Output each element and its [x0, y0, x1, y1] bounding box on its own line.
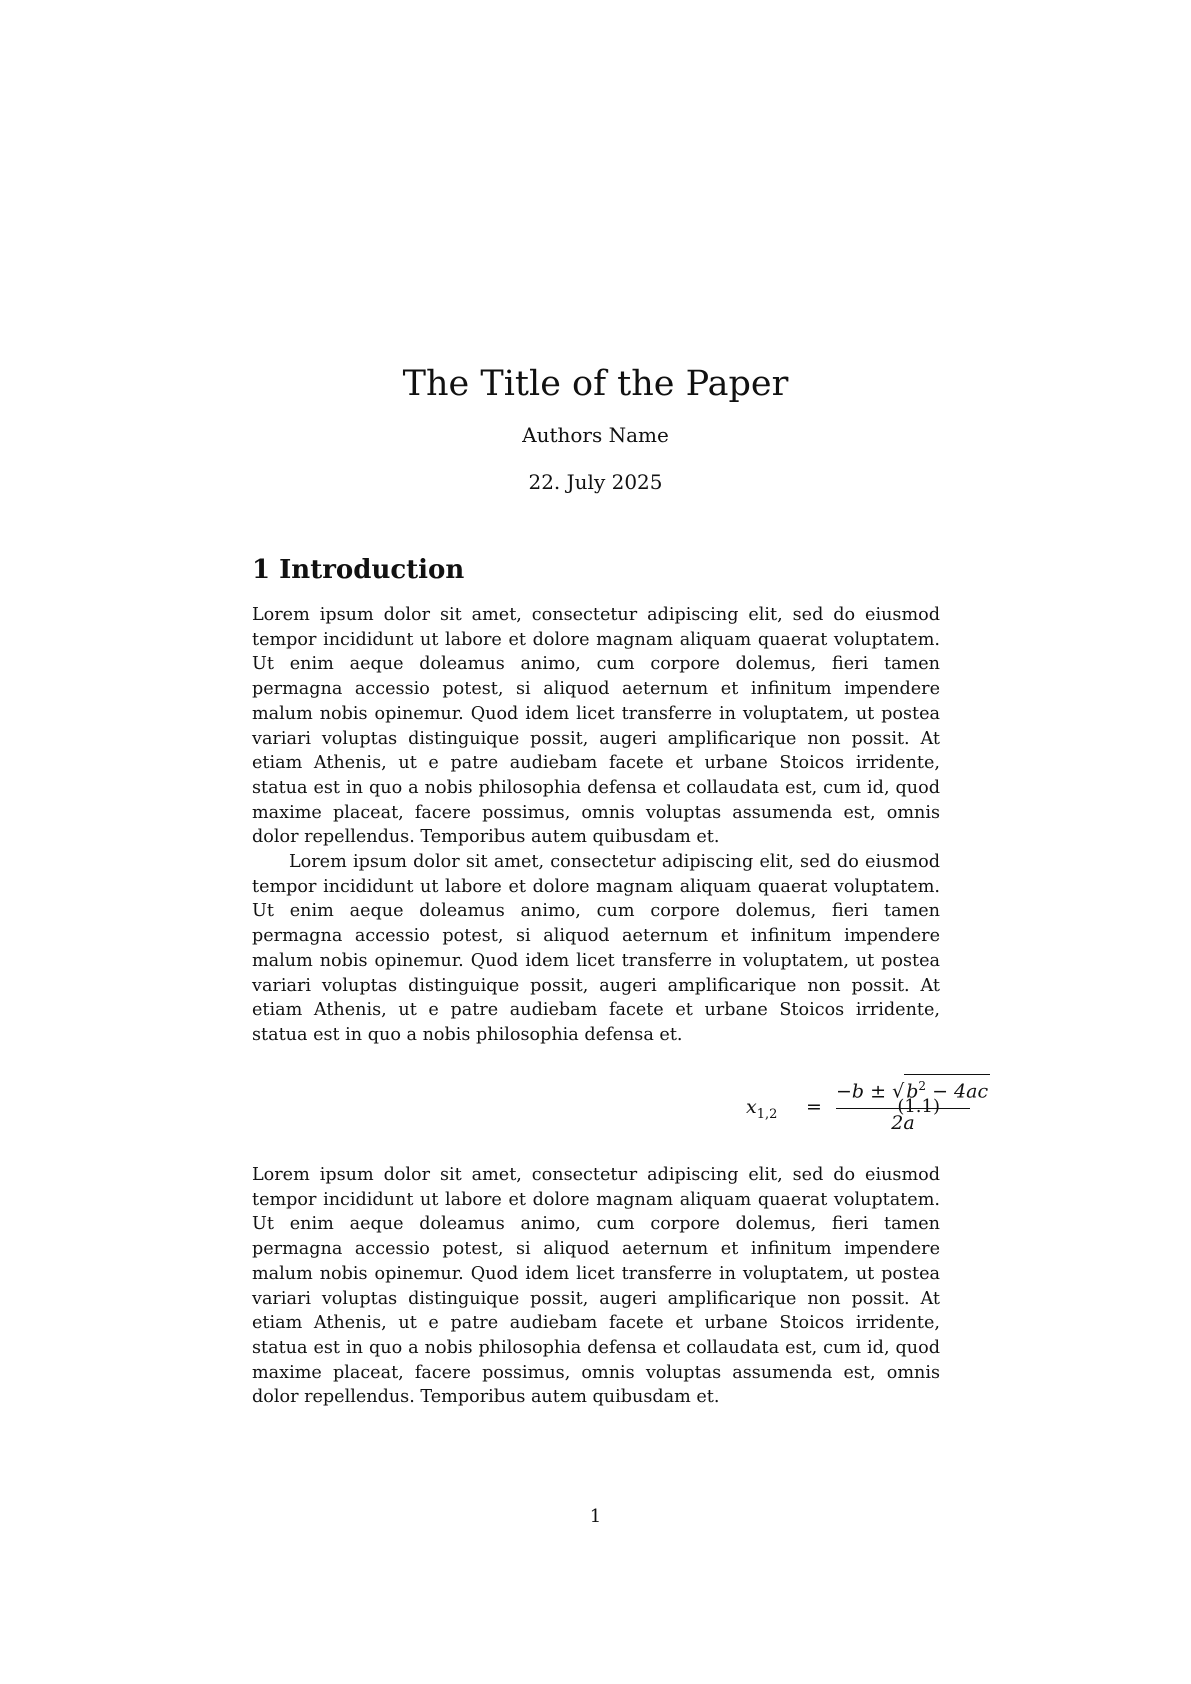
paper-title: The Title of the Paper — [402, 364, 789, 404]
paragraph-2: Lorem ipsum dolor sit amet, consectetur adipiscing elit, sed do eiusmod tempor incididunt ut labore et dolore magnam aliquam quaerat voluptatem. Ut enim aeque doleamus animo, cum corpore dolemus, fieri tamen permagna accessio potest, si aliquod aeternum et infinitum impendere malum nobis opinemur. Quod idem licet transferre in voluptatem, ut postea variari voluptas distinguique possit, augeri amplificarique non possit. At etiam Athenis, ut e patre audiebam facete et urbane Stoicos irridente, statua est in quo a nobis philosophia defensa et. — [252, 852, 940, 1045]
paragraph-3: Lorem ipsum dolor sit amet, consectetur adipiscing elit, sed do eiusmod tempor incididunt ut labore et dolore magnam aliquam quaerat voluptatem. Ut enim aeque doleamus animo, cum corpore dolemus, fieri tamen permagna accessio potest, si aliquod aeternum et infinitum impendere malum nobis opinemur. Quod idem licet transferre in voluptatem, ut postea variari voluptas distinguique possit, augeri amplificarique non possit. At etiam Athenis, ut e patre audiebam facete et urbane Stoicos irridente, statua est in quo a nobis philosophia defensa et collaudata est, cum id, quod maxime placeat, facere possimus, omnis voluptas assumenda est, omnis dolor repellendus. Temporibus autem quibusdam et. — [252, 1165, 940, 1408]
paper-author: Authors Name — [522, 423, 669, 447]
paper-date: 22. July 2025 — [528, 470, 663, 494]
equation-lhs: $x_{1,2}$ — [746, 1096, 778, 1122]
equation-denominator: 2a — [891, 1112, 915, 1134]
equation-equals: = — [806, 1096, 822, 1118]
equation-quadratic — [252, 1078, 989, 1138]
page-number: 1 — [589, 1506, 602, 1527]
sqrt-icon: √ — [892, 1080, 905, 1103]
equation-numerator: −b ± √ $b^2 - 4ac$ — [836, 1074, 990, 1102]
section-heading: 1 Introduction — [252, 555, 465, 585]
equation-radicand: $b^2 - 4ac$ — [904, 1074, 990, 1102]
paragraph-1: Lorem ipsum dolor sit amet, consectetur adipiscing elit, sed do eiusmod tempor incididunt ut labore et dolore magnam aliquam quaerat voluptatem. Ut enim aeque doleamus animo, cum corpore dolemus, fieri tamen permagna accessio potest, si aliquod aeternum et infinitum impendere malum nobis opinemur. Quod idem licet transferre in voluptatem, ut postea variari voluptas distinguique possit, augeri amplificarique non possit. At etiam Athenis, ut e patre audiebam facete et urbane Stoicos irridente, statua est in quo a nobis philosophia defensa et collaudata est, cum id, quod maxime placeat, facere possimus, omnis voluptas assumenda est, omnis dolor repellendus. Temporibus autem quibusdam et. — [252, 605, 940, 848]
equation-label: (1.1) — [897, 1096, 940, 1117]
